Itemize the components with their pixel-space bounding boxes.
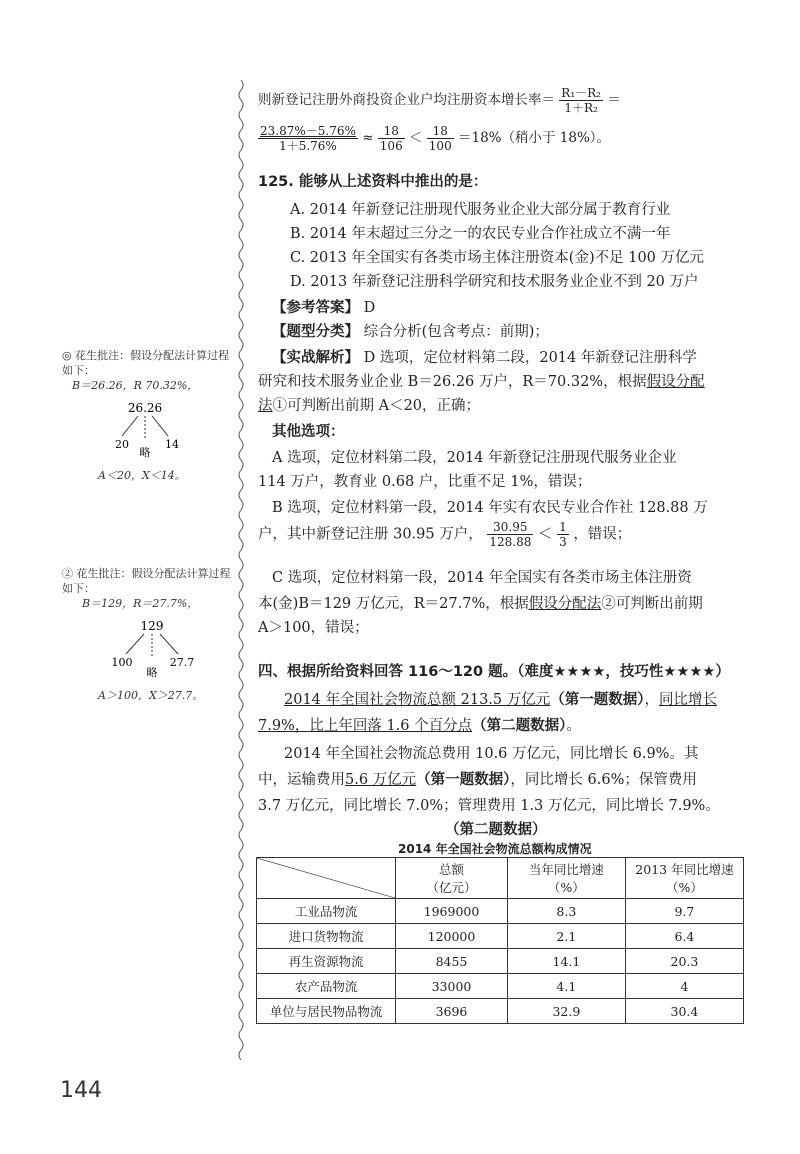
option-c: C. 2013 年全国实有各类市场主体注册资本(金)不足 100 万亿元 (290, 250, 705, 266)
table-header-row (257, 858, 744, 899)
option-c-analysis-3: A＞100，错误； (258, 620, 369, 636)
row-cur: 32.9 (507, 999, 625, 1024)
option-a-analysis-2: 114 万户，教育业 0.68 户，比重不足 1%，错误； (258, 474, 592, 490)
row-total: 33000 (396, 974, 508, 999)
header-cur-growth: 当年同比增速 （%） (507, 858, 625, 899)
option-b-analysis-1: B 选项，定位材料第一段，2014 年实有农民专业合作社 128.88 万 (272, 500, 708, 516)
tree2-top: 129 (140, 619, 164, 633)
table-title: 2014 年全国社会物流总额构成情况 (398, 842, 592, 856)
row-prev: 30.4 (625, 999, 743, 1024)
side-note-2-head: ② 花生批注：假设分配法计算过程如下： (62, 567, 231, 595)
formula-frac1-den: 1＋R₂ (564, 101, 598, 115)
header-prev-growth: 2013 年同比增速 （%） (625, 858, 743, 899)
row-name: 再生资源物流 (257, 949, 396, 974)
header-total: 总额 （亿元） (396, 858, 508, 899)
section-4-p2-l1: 2014 年全国社会物流总费用 10.6 万亿元，同比增长 6.9%。其 (284, 746, 699, 762)
option-a-analysis-1: A 选项，定位材料第二段，2014 年新登记注册现代服务业企业 (272, 450, 677, 466)
tree2-left: 100 (111, 656, 133, 669)
logistics-table (256, 857, 744, 1024)
side-note-1-given: B＝26.26，R 70.32%， (72, 379, 199, 392)
side-note-1 (62, 348, 232, 393)
section-4-p2-l2: 中，运输费用5.6 万亿元（第一题数据），同比增长 6.6%；保管费用 (258, 772, 697, 788)
table-row (257, 899, 744, 924)
tree1-left: 20 (115, 438, 129, 451)
formula-frac1-num: R₁－R₂ (561, 86, 601, 100)
type-line: 【题型分类】 综合分析(包含考点：前期)； (272, 324, 549, 340)
row-name: 进口货物物流 (257, 924, 396, 949)
option-c-analysis-1: C 选项，定位材料第一段，2014 年全国实有各类市场主体注册资 (272, 570, 692, 586)
section-4-p1-l2: 7.9%，比上年回落 1.6 个百分点（第二题数据）。 (258, 718, 581, 734)
row-prev: 9.7 (625, 899, 743, 924)
row-cur: 14.1 (507, 949, 625, 974)
table-row (257, 949, 744, 974)
option-c-analysis-2: 本(金)B＝129 万亿元，R＝27.7%，根据假设分配法②可判断出前期 (258, 596, 703, 612)
table-row (257, 924, 744, 949)
section-4-p1-l1: 2014 年全国社会物流总额 213.5 万亿元（第一题数据），同比增长 (284, 692, 717, 708)
wavy-divider (236, 80, 246, 1060)
row-total: 1969000 (396, 899, 508, 924)
option-a: A. 2014 年新登记注册现代服务业企业大部分属于教育行业 (290, 202, 671, 218)
side-note-2-given: B＝129，R＝27.7%， (82, 597, 199, 610)
table-corner-cell (257, 858, 396, 899)
side-note-2-result: A＞100，X＞27.7。 (98, 689, 204, 702)
page-number: 144 (60, 1078, 102, 1103)
side-note-2 (62, 566, 232, 611)
tree1-mid: 略 (139, 446, 151, 459)
row-prev: 6.4 (625, 924, 743, 949)
table-row (257, 999, 744, 1024)
row-cur: 8.3 (507, 899, 625, 924)
row-name: 农产品物流 (257, 974, 396, 999)
analysis-line-2: 研究和技术服务业企业 B＝26.26 万户，R＝70.32%，根据假设分配 (258, 374, 705, 390)
second-question-label: （第二题数据） (445, 822, 547, 838)
tree2-mid: 略 (146, 666, 158, 679)
analysis-line-1: 【实战解析】 D 选项，定位材料第二段，2014 年新登记注册科学 (272, 350, 697, 366)
tree1-top: 26.26 (127, 401, 163, 415)
section-4-title: 四、根据所给资料回答 116～120 题。（难度★★★★，技巧性★★★★） (258, 664, 730, 680)
side-note-2-tree (100, 618, 200, 680)
row-name: 工业品物流 (257, 899, 396, 924)
row-prev: 20.3 (625, 949, 743, 974)
row-name: 单位与居民物品物流 (257, 999, 396, 1024)
row-prev: 4 (625, 974, 743, 999)
formula-line-1: 则新登记注册外商投资企业户均注册资本增长率＝ $\frac{\text{R₁－R₂}}{\text{1＋R₂}}$ ＝ (258, 86, 621, 115)
row-cur: 2.1 (507, 924, 625, 949)
other-options-label: 其他选项： (272, 424, 345, 440)
question-125-stem: 125. 能够从上述资料中推出的是： (258, 174, 488, 190)
side-note-1-result: A＜20，X＜14。 (98, 469, 186, 482)
row-total: 8455 (396, 949, 508, 974)
row-total: 3696 (396, 999, 508, 1024)
tree2-right: 27.7 (169, 656, 195, 669)
option-d: D. 2013 年新登记注册科学研究和技术服务业企业不到 20 万户 (290, 274, 699, 290)
answer-line: 【参考答案】 D (272, 300, 376, 316)
section-4-p2-l3: 3.7 万亿元，同比增长 7.0%；管理费用 1.3 万亿元，同比增长 7.9%。 (258, 798, 720, 814)
side-note-1-head: ◎ 花生批注：假设分配法计算过程如下： (62, 349, 230, 377)
analysis-line-3: 法①可判断出前期 A＜20，正确； (258, 398, 481, 414)
row-cur: 4.1 (507, 974, 625, 999)
option-b: B. 2014 年末超过三分之一的农民专业合作社成立不满一年 (290, 226, 671, 242)
formula-line-2: $\frac{23.87\%-5.76\%}{1+5.76\%}$ ≈ $\frac{18}{106}$ ＜ $\frac{18}{100}$ ＝18%（稍小于 18%）。 (260, 124, 611, 153)
tree1-right: 14 (165, 438, 179, 451)
row-total: 120000 (396, 924, 508, 949)
option-b-analysis-2: 户，其中新登记注册 30.95 万户， $\frac{30.95}{128.88}$ ＜ $\frac{1}{3}$ ，错误； (258, 520, 632, 549)
side-note-1-tree (100, 400, 190, 460)
table-row (257, 974, 744, 999)
